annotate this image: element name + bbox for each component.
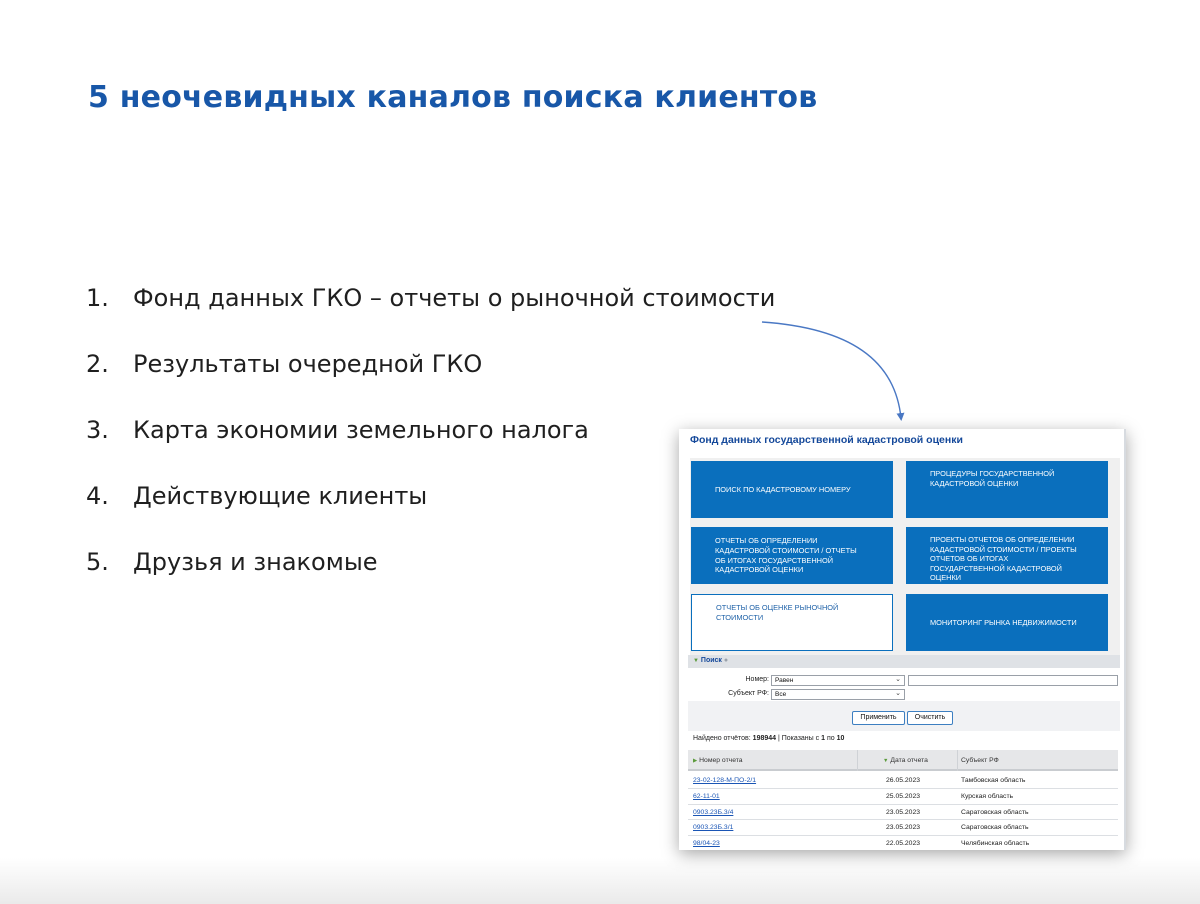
report-number-link[interactable]: 0903.23Б.3/1 — [693, 824, 734, 832]
report-date: 23.05.2023 — [886, 808, 921, 816]
list-item-number: 4. — [86, 482, 109, 510]
list-item-text: Фонд данных ГКО – отчеты о рыночной стоимости — [133, 284, 776, 312]
number-label: Номер: — [745, 676, 769, 683]
tile-label: ПОИСК ПО КАДАСТРОВОМУ НОМЕРУ — [715, 484, 851, 494]
tile-cadastral-value-reports[interactable] — [691, 527, 893, 584]
search-section-header[interactable] — [688, 655, 1120, 668]
number-input[interactable] — [908, 675, 1118, 686]
table-row — [688, 773, 1118, 789]
report-date: 26.05.2023 — [886, 777, 921, 784]
tile-cadastral-number-search[interactable] — [691, 461, 893, 518]
list-item-number: 2. — [86, 350, 109, 378]
found-prefix: Найдено отчётов: — [693, 735, 751, 742]
report-subject: Челябинская область — [961, 840, 1030, 848]
tile-real-estate-monitoring[interactable] — [906, 594, 1108, 651]
tile-label: ПРОЕКТЫ ОТЧЕТОВ ОБ ОПРЕДЕЛЕНИИ КАДАСТРОВОЙ СТОИМОСТИ / ПРОЕКТЫ ОТЧЕТОВ ОБ ИТОГАХ ГОСУДАРСТВЕННОЙ КАДАСТРОВОЙ ОЦЕНКИ — [930, 535, 1077, 583]
table-row — [688, 789, 1118, 805]
column-header-subject[interactable] — [961, 757, 999, 764]
list-item-text: Друзья и знакомые — [133, 548, 378, 576]
bullet-icon: ● — [723, 657, 729, 664]
list-item-number: 1. — [86, 284, 109, 312]
clear-button[interactable]: Очистить — [907, 711, 953, 725]
report-date: 22.05.2023 — [886, 840, 921, 848]
report-number-link[interactable]: 0903.23Б.3/4 — [693, 808, 734, 816]
number-mode-value: Равен — [775, 677, 794, 684]
triangle-down-icon: ▼ — [693, 658, 699, 664]
number-mode-select[interactable] — [771, 675, 905, 686]
channels-list — [86, 284, 775, 614]
subject-label: Субъект РФ: — [728, 690, 769, 697]
chevron-down-icon: ⌄ — [895, 690, 901, 697]
list-item — [86, 284, 775, 350]
report-number-link[interactable]: 98/04-23 — [693, 840, 720, 848]
tile-label: ОТЧЕТЫ ОБ ОПРЕДЕЛЕНИИ КАДАСТРОВОЙ СТОИМОСТИ / ОТЧЕТЫ ОБ ИТОГАХ ГОСУДАРСТВЕННОЙ КАДАСТРОВОЙ ОЦЕНКИ — [715, 536, 857, 575]
shown-to: 10 — [836, 735, 845, 742]
report-subject: Курская область — [961, 792, 1014, 800]
list-item-text: Карта экономии земельного налога — [133, 416, 589, 444]
list-item-text: Результаты очередной ГКО — [133, 350, 483, 378]
tile-label: ПРОЦЕДУРЫ ГОСУДАРСТВЕННОЙ КАДАСТРОВОЙ ОЦЕНКИ — [930, 469, 1055, 488]
list-item — [86, 350, 775, 416]
triangle-down-icon: ▼ — [883, 758, 889, 764]
chevron-down-icon: ⌄ — [895, 676, 901, 683]
report-date: 23.05.2023 — [886, 824, 921, 832]
column-header-label: Дата отчета — [890, 757, 928, 764]
apply-button[interactable]: Применить — [852, 711, 905, 725]
column-header-number[interactable] — [693, 757, 743, 764]
tile-draft-reports[interactable] — [906, 527, 1108, 584]
report-number-link[interactable]: 23-02-128-М-ПО-2/1 — [693, 777, 757, 784]
table-body — [688, 773, 1118, 850]
screenshot-title: Фонд данных государственной кадастровой оценки — [690, 434, 963, 446]
column-header-label: Номер отчета — [699, 757, 743, 764]
list-item — [86, 482, 775, 548]
report-subject: Тамбовская область — [961, 777, 1026, 784]
tile-market-value-reports[interactable] — [691, 594, 893, 651]
table-row — [688, 805, 1118, 821]
tile-label: ОТЧЕТЫ ОБ ОЦЕНКЕ РЫНОЧНОЙ СТОИМОСТИ — [716, 603, 839, 622]
search-section-label: Поиск — [700, 657, 722, 664]
tile-label: МОНИТОРИНГ РЫНКА НЕДВИЖИМОСТИ — [930, 617, 1077, 627]
report-number-link[interactable]: 62-11-01 — [693, 792, 720, 800]
column-header-label: Субъект РФ — [961, 757, 999, 764]
found-count: 198944 — [752, 735, 777, 742]
gko-website-screenshot — [679, 429, 1126, 850]
list-item-number: 3. — [86, 416, 109, 444]
subject-value: Все — [775, 691, 787, 698]
column-divider — [957, 750, 958, 771]
column-divider — [857, 750, 858, 771]
table-row — [688, 836, 1118, 850]
triangle-right-icon: ▶ — [693, 758, 698, 764]
list-item — [86, 416, 775, 482]
report-subject: Саратовская область — [961, 808, 1029, 816]
list-item-number: 5. — [86, 548, 109, 576]
screenshot-edge — [1124, 429, 1126, 850]
report-subject: Саратовская область — [961, 824, 1029, 832]
table-header — [688, 750, 1118, 771]
list-item-text: Действующие клиенты — [133, 482, 428, 510]
slide-title: 5 неочевидных каналов поиска клиентов — [88, 80, 818, 115]
tiles-grid — [690, 458, 1120, 660]
column-header-date[interactable] — [883, 757, 928, 764]
subject-select[interactable] — [771, 689, 905, 700]
shown-prefix: | Показаны с — [777, 735, 820, 742]
tile-valuation-procedures[interactable] — [906, 461, 1108, 518]
shown-from: 1 — [821, 735, 826, 742]
shown-mid: по — [826, 735, 835, 742]
bottom-shadow — [0, 858, 1200, 904]
results-summary — [693, 735, 844, 742]
list-item — [86, 548, 775, 614]
table-row — [688, 820, 1118, 836]
report-date: 25.05.2023 — [886, 792, 921, 800]
